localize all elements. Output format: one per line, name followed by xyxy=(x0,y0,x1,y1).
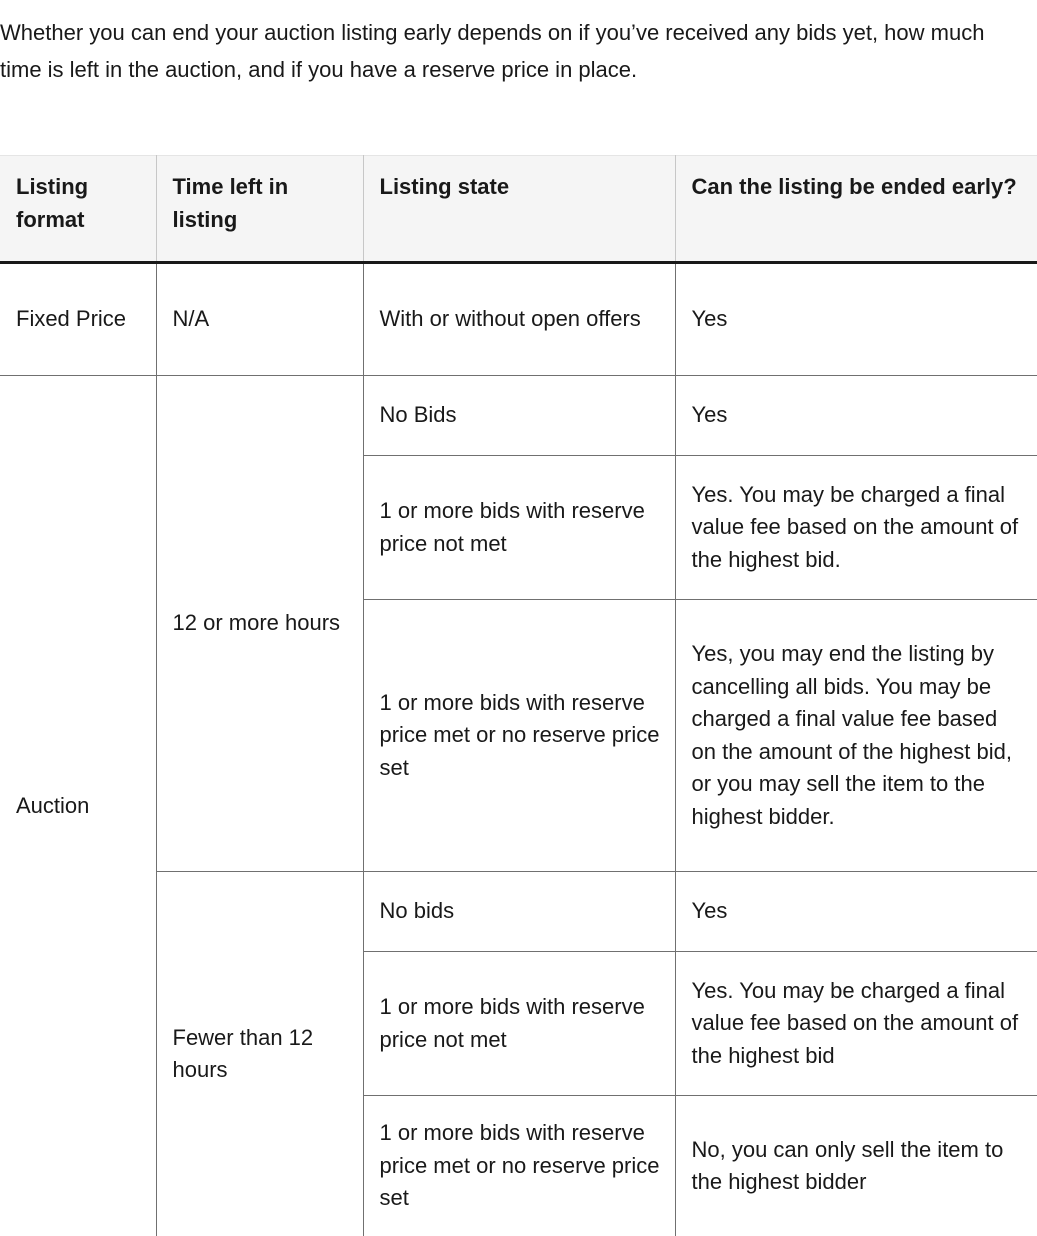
early-end-rules-table xyxy=(0,155,1037,1236)
table-header xyxy=(0,156,1037,263)
header-listing-format: Listing format xyxy=(0,156,156,263)
cell-can-end-early: Yes, you may end the listing by cancelling all bids. You may be charged a final value fee based on the amount of the highest bid, or you may sell the item to the highest bidder. xyxy=(675,600,1037,872)
cell-can-end-early: Yes xyxy=(675,263,1037,376)
cell-listing-state: With or without open offers xyxy=(363,263,675,376)
cell-time-left: 12 or more hours xyxy=(156,376,363,872)
intro-paragraph: Whether you can end your auction listing early depends on if you’ve received any bids yet, how much time is left in the auction, and if you have a reserve price in place. xyxy=(0,14,1030,88)
header-time-left: Time left in listing xyxy=(156,156,363,263)
cell-listing-state: 1 or more bids with reserve price met or no reserve price set xyxy=(363,1096,675,1236)
cell-can-end-early: Yes xyxy=(675,376,1037,456)
cell-listing-state: 1 or more bids with reserve price not met xyxy=(363,952,675,1096)
table-row xyxy=(0,263,1037,376)
header-listing-state: Listing state xyxy=(363,156,675,263)
cell-time-left: Fewer than 12 hours xyxy=(156,872,363,1236)
table-row xyxy=(0,376,1037,456)
cell-listing-state: No Bids xyxy=(363,376,675,456)
cell-listing-state: 1 or more bids with reserve price met or no reserve price set xyxy=(363,600,675,872)
cell-listing-state: 1 or more bids with reserve price not met xyxy=(363,456,675,600)
cell-format-auction: Auction xyxy=(0,376,156,1236)
header-row xyxy=(0,156,1037,263)
cell-can-end-early: Yes. You may be charged a final value fee based on the amount of the highest bid. xyxy=(675,456,1037,600)
cell-can-end-early: No, you can only sell the item to the highest bidder xyxy=(675,1096,1037,1236)
cell-format-fixed-price: Fixed Price xyxy=(0,263,156,376)
table-body xyxy=(0,263,1037,1236)
table-row xyxy=(0,872,1037,952)
cell-listing-state: No bids xyxy=(363,872,675,952)
cell-time-left: N/A xyxy=(156,263,363,376)
header-can-end-early: Can the listing be ended early? xyxy=(675,156,1037,263)
cell-can-end-early: Yes xyxy=(675,872,1037,952)
cell-can-end-early: Yes. You may be charged a final value fee based on the amount of the highest bid xyxy=(675,952,1037,1096)
